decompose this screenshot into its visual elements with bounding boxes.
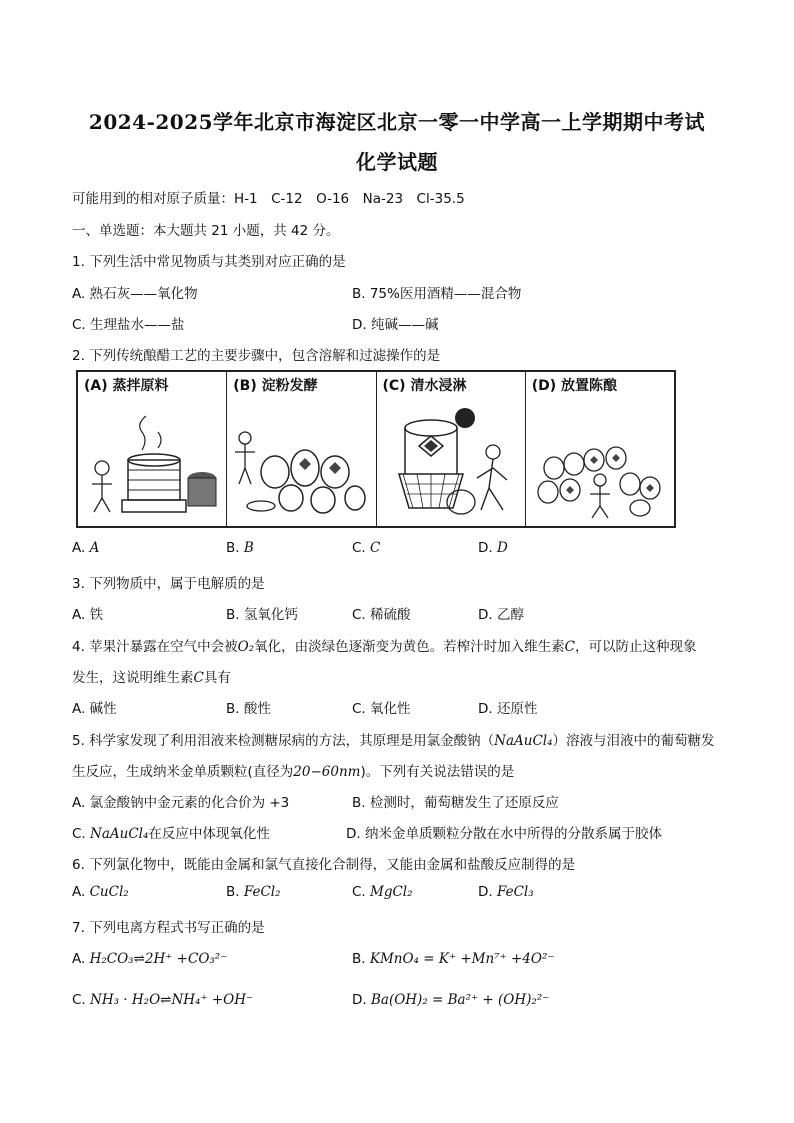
q6-option-d-prefix: D.: [478, 884, 497, 900]
q7-option-d: [352, 992, 549, 1008]
q4-text-2: 氧化，由淡绿色逐渐变为黄色。若榨汁时加入维生素: [254, 639, 565, 655]
q4-text-5: 具有: [203, 670, 231, 686]
q4-text-4: 发生，这说明维生素: [72, 670, 194, 686]
figure-panel-a: [78, 372, 227, 526]
q7-option-d-equation: Ba(OH)₂ = Ba²⁺ + (OH)₂²⁻: [370, 992, 550, 1008]
question-2-stem: 2. 下列传统酿醋工艺的主要步骤中，包含溶解和过滤操作的是: [72, 348, 441, 364]
q2-option-b: [226, 540, 254, 556]
q7-option-b-equation: KMnO₄ = K⁺ +Mn⁷⁺ +4O²⁻: [369, 951, 555, 967]
q4-option-d: D. 还原性: [478, 701, 538, 717]
panel-label-c: (C) 清水浸淋: [382, 378, 467, 394]
question-4-stem-line2: [72, 666, 231, 686]
q6-option-c-prefix: C.: [352, 884, 371, 900]
q2-option-a-prefix: A.: [72, 540, 90, 556]
q5-option-a: A. 氯金酸钠中金元素的化合价为 +3: [72, 795, 290, 811]
q4-vitamin-c: C: [564, 639, 575, 655]
q7-option-d-prefix: D.: [352, 992, 371, 1008]
q2-option-c: [352, 540, 380, 556]
vinegar-process-figure: [76, 370, 676, 528]
q4-text-3: ，可以防止这种现象: [575, 639, 697, 655]
q5-text-1: 5. 科学家发现了利用泪液来检测糖尿病的方法，其原理是用氯金酸钠（: [72, 733, 495, 749]
q2-option-d: [478, 540, 508, 556]
soaking-illustration: [381, 398, 521, 522]
question-1-stem: 1. 下列生活中常见物质与其类别对应正确的是: [72, 254, 346, 270]
panel-label-b: (B) 淀粉发酵: [233, 378, 318, 394]
q1-option-a: A. 熟石灰——氧化物: [72, 286, 198, 302]
q7-option-b-prefix: B.: [352, 951, 370, 967]
q5-option-d: D. 纳米金单质颗粒分散在水中所得的分散系属于胶体: [346, 826, 662, 842]
q1-option-c: C. 生理盐水——盐: [72, 317, 185, 333]
q6-option-a-formula: CuCl₂: [89, 884, 129, 900]
q2-option-b-prefix: B.: [226, 540, 244, 556]
page-title: 2024-2025学年北京市海淀区北京一零一中学高一上学期期中考试: [88, 110, 706, 134]
question-4-stem-line1: [72, 635, 697, 655]
question-5-stem-line1: [72, 729, 715, 749]
question-6-stem: 6. 下列氯化物中，既能由金属和氯气直接化合制得，又能由金属和盐酸反应制得的是: [72, 857, 576, 873]
section-heading: [72, 219, 340, 239]
q2-option-a-value: A: [89, 540, 100, 556]
q5-option-c: [72, 822, 270, 842]
q5-option-b: B. 检测时，葡萄糖发生了还原反应: [352, 795, 559, 811]
q6-option-a-prefix: A.: [72, 884, 90, 900]
q6-option-c: [352, 884, 413, 900]
q2-option-b-value: B: [243, 540, 254, 556]
question-7-stem: 7. 下列电离方程式书写正确的是: [72, 920, 265, 936]
q5-option-c-text: 在反应中体现氧化性: [148, 826, 270, 842]
q5-option-c-formula: NaAuCl₄: [90, 826, 149, 842]
question-5-stem-line2: [72, 760, 514, 780]
q7-option-c-prefix: C.: [72, 992, 91, 1008]
q5-diameter: 20−60nm: [293, 764, 361, 780]
q2-option-c-value: C: [370, 540, 381, 556]
question-3-stem: 3. 下列物质中，属于电解质的是: [72, 576, 265, 592]
q6-option-d-formula: FeCl₃: [496, 884, 534, 900]
q5-option-c-prefix: C.: [72, 826, 91, 842]
q5-text-4: )。下列有关说法错误的是: [360, 764, 515, 780]
atomic-mass-note: 可能用到的相对原子质量：H-1 C-12 O-16 Na-23 Cl-35.5: [72, 191, 465, 207]
q6-option-c-formula: MgCl₂: [370, 884, 413, 900]
q2-option-d-prefix: D.: [478, 540, 497, 556]
q3-option-b: B. 氢氧化钙: [226, 607, 298, 623]
fermentation-illustration: [231, 398, 371, 522]
q6-option-b-formula: FeCl₂: [243, 884, 281, 900]
page-subtitle: 化学试题: [356, 150, 438, 174]
q4-option-a: A. 碱性: [72, 701, 117, 717]
q7-option-c-equation: NH₃ · H₂O⇌NH₄⁺ +OH⁻: [90, 992, 254, 1008]
q1-option-b: B. 75%医用酒精——混合物: [352, 286, 522, 302]
q6-option-d: [478, 884, 534, 900]
q6-option-a: [72, 884, 129, 900]
figure-panel-b: [227, 372, 376, 526]
q1-option-d: D. 纯碱——碱: [352, 317, 439, 333]
q6-option-b-prefix: B.: [226, 884, 244, 900]
q7-option-a-equation: H₂CO₃⇌2H⁺ +CO₃²⁻: [89, 951, 228, 967]
q4-vitamin-c-2: C: [193, 670, 204, 686]
q3-option-c: C. 稀硫酸: [352, 607, 411, 623]
q7-option-a: [72, 951, 227, 967]
section-heading-text: 一、单选题：本大题共 21 小题，共 42 分。: [72, 223, 340, 239]
q7-option-c: [72, 992, 253, 1008]
q3-option-d: D. 乙醇: [478, 607, 524, 623]
q2-option-c-prefix: C.: [352, 540, 371, 556]
panel-label-a: (A) 蒸拌原料: [84, 378, 169, 394]
q7-option-a-prefix: A.: [72, 951, 90, 967]
q7-option-b: [352, 951, 555, 967]
steaming-illustration: [82, 398, 222, 522]
q5-text-2: ）溶液与泪液中的葡萄糖发: [552, 733, 715, 749]
q4-option-b: B. 酸性: [226, 701, 271, 717]
q5-formula: NaAuCl₄: [494, 733, 553, 749]
q6-option-b: [226, 884, 281, 900]
q3-option-a: A. 铁: [72, 607, 104, 623]
figure-panel-c: [377, 372, 526, 526]
q4-option-c: C. 氧化性: [352, 701, 411, 717]
q5-text-3: 生反应，生成纳米金单质颗粒(直径为: [72, 764, 294, 780]
figure-panel-d: [526, 372, 674, 526]
aging-illustration: [530, 398, 670, 522]
q4-text-1: 4. 苹果汁暴露在空气中会被: [72, 639, 238, 655]
q2-option-a: [72, 540, 99, 556]
q4-formula-o2: O₂: [237, 639, 255, 655]
panel-label-d: (D) 放置陈酿: [531, 378, 618, 394]
q2-option-d-value: D: [496, 540, 508, 556]
